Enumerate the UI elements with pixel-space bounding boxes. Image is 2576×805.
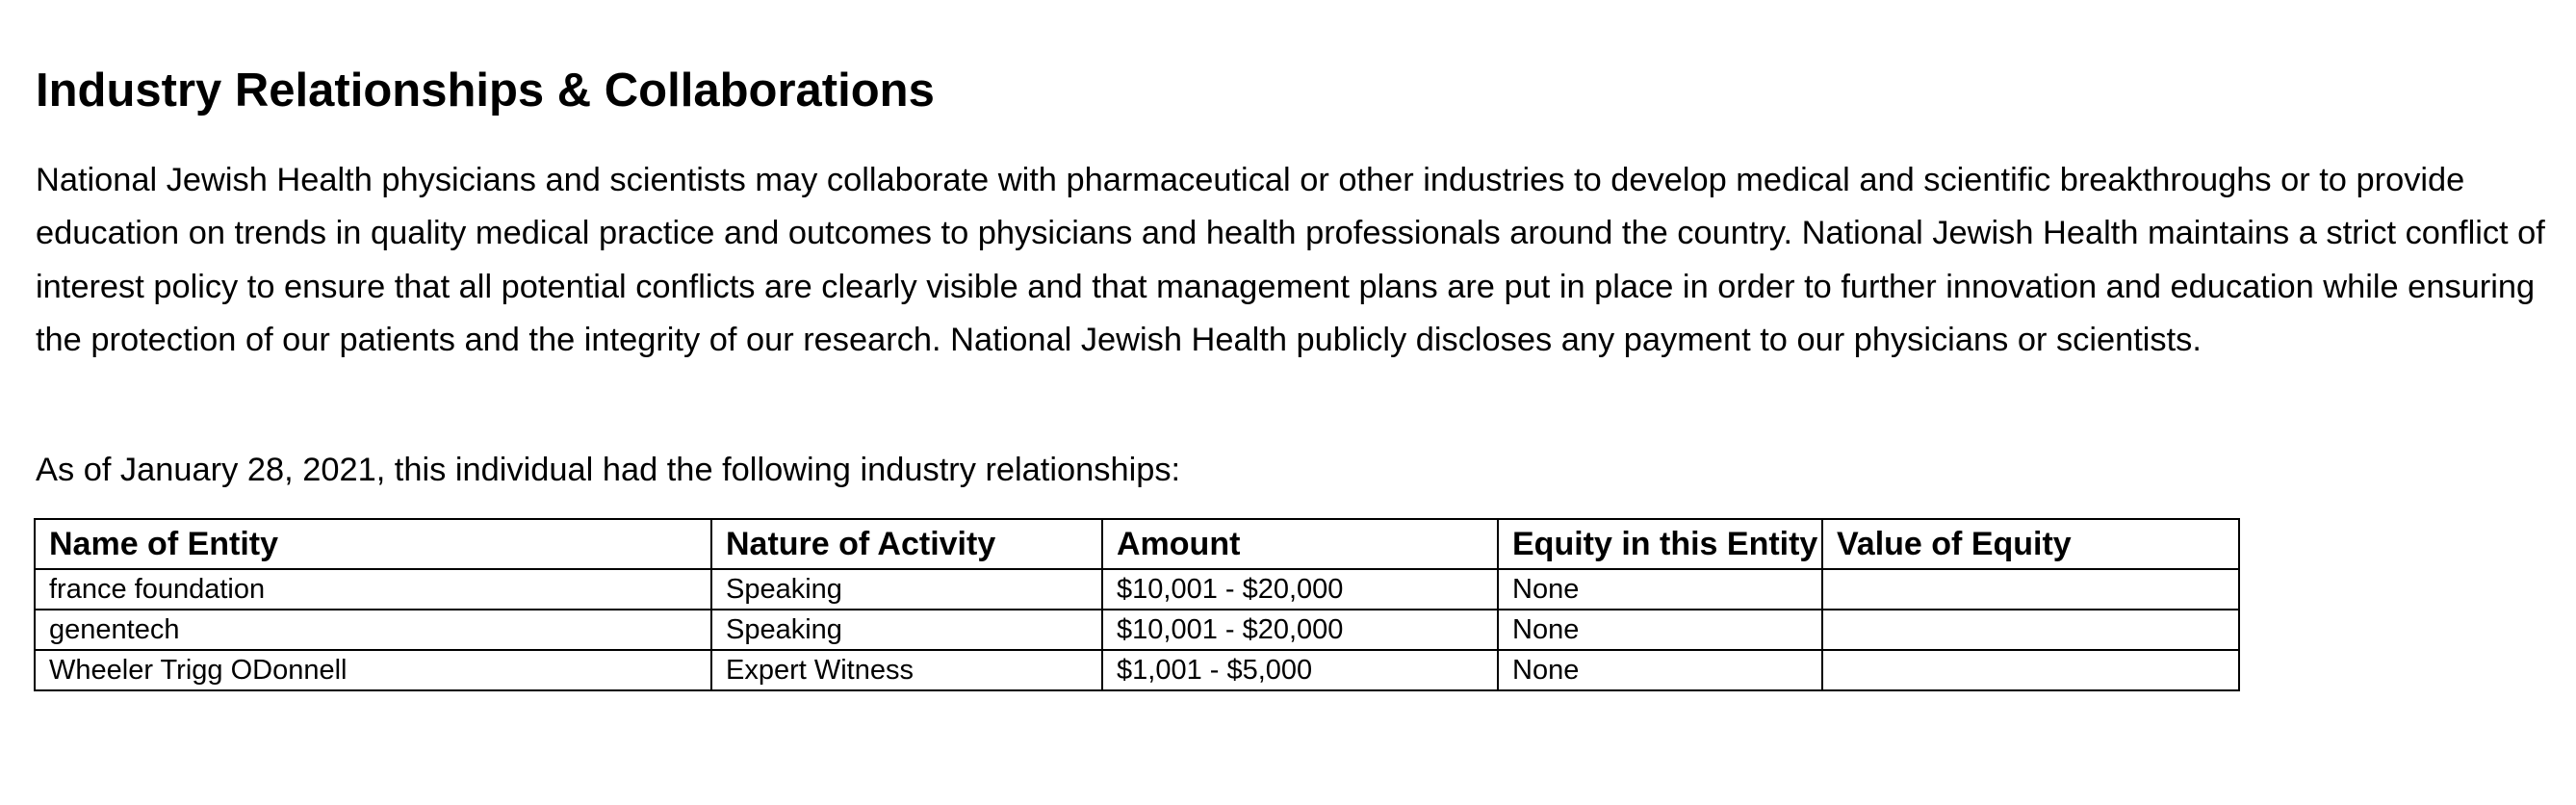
cell-amount: $10,001 - $20,000	[1102, 610, 1498, 650]
cell-equity: None	[1498, 569, 1822, 610]
header-nature-of-activity: Nature of Activity	[711, 519, 1102, 569]
table-row	[35, 610, 2239, 650]
cell-amount: $10,001 - $20,000	[1102, 569, 1498, 610]
cell-amount: $1,001 - $5,000	[1102, 650, 1498, 690]
header-value-of-equity: Value of Equity	[1822, 519, 2239, 569]
cell-equity: None	[1498, 650, 1822, 690]
table-row	[35, 650, 2239, 690]
as-of-statement: As of January 28, 2021, this individual had the following industry relationships:	[36, 452, 1181, 488]
cell-activity: Expert Witness	[711, 650, 1102, 690]
cell-entity-name: Wheeler Trigg ODonnell	[35, 650, 711, 690]
cell-activity: Speaking	[711, 610, 1102, 650]
cell-equity-value	[1822, 569, 2239, 610]
intro-paragraph: National Jewish Health physicians and scientists may collaborate with pharmaceutical or other industries to develop medical and scientific breakthroughs or to provide education on trends in quality medical practice and outcomes to physicians and health professionals around the country. National Jewish Health maintains a strict conflict of interest policy to ensure that all potential conflicts are clearly visible and that management plans are put in place in order to further innovation and education while ensuring the protection of our patients and the integrity of our research. National Jewish Health publicly discloses any payment to our physicians or scientists.	[36, 162, 2545, 358]
table-row	[35, 569, 2239, 610]
cell-entity-name: genentech	[35, 610, 711, 650]
cell-equity: None	[1498, 610, 1822, 650]
header-equity-in-entity: Equity in this Entity	[1498, 519, 1822, 569]
industry-relationships-table	[34, 518, 2240, 691]
cell-equity-value	[1822, 610, 2239, 650]
cell-entity-name: france foundation	[35, 569, 711, 610]
header-name-of-entity: Name of Entity	[35, 519, 711, 569]
cell-activity: Speaking	[711, 569, 1102, 610]
page-title: Industry Relationships & Collaborations	[36, 65, 935, 117]
table-header-row	[35, 519, 2239, 569]
cell-equity-value	[1822, 650, 2239, 690]
header-amount: Amount	[1102, 519, 1498, 569]
